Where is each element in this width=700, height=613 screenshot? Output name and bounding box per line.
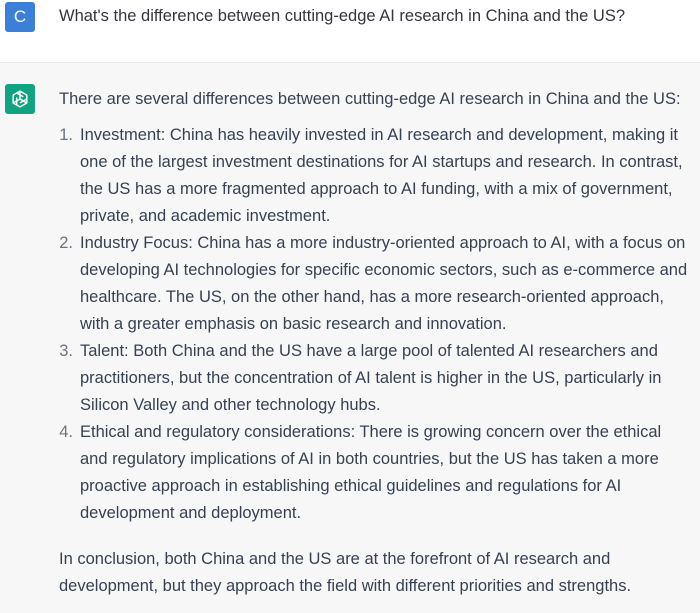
list-item <box>59 419 693 527</box>
assistant-avatar <box>5 84 35 114</box>
assistant-response <box>59 86 693 600</box>
openai-logo-icon <box>10 89 30 109</box>
list-item-text: Investment: China has heavily invested in AI research and development, making it one of the largest investment destinations for AI startups and research. In contrast, the US has a more fragmented approach to AI funding, with a mix of government, private, and academic investment. <box>80 126 683 225</box>
list-item-text: Industry Focus: China has a more industry-oriented approach to AI, with a focus on developing AI technologies for specific economic sectors, such as e-commerce and healthcare. The US, on the other hand, has a more research-oriented approach, with a greater emphasis on basic research and innovation. <box>80 234 688 333</box>
user-message-text: What's the difference between cutting-edge AI research in China and the US? <box>59 7 626 25</box>
list-item-number: 4. <box>59 423 73 441</box>
response-conclusion: In conclusion, both China and the US are at the forefront of AI research and development, but they approach the field with different priorities and strengths. <box>59 550 632 595</box>
list-item <box>59 338 693 419</box>
list-item <box>59 230 693 338</box>
list-item-number: 2. <box>59 234 73 252</box>
response-list <box>59 122 693 527</box>
user-message-row <box>0 0 700 63</box>
response-intro: There are several differences between cutting-edge AI research in China and the US: <box>59 90 681 108</box>
assistant-message-row <box>0 63 700 613</box>
list-item-text: Ethical and regulatory considerations: There is growing concern over the ethical and regulatory implications of AI in both countries, but the US has taken a more proactive approach in establishing ethical guidelines and regulations for AI development and deployment. <box>80 423 662 522</box>
list-item-number: 3. <box>59 342 73 360</box>
list-item-text: Talent: Both China and the US have a large pool of talented AI researchers and practitioners, but the concentration of AI talent is higher in the US, particularly in Silicon Valley and other technology hubs. <box>80 342 662 414</box>
list-item <box>59 122 693 230</box>
list-item-number: 1. <box>59 126 73 144</box>
user-avatar: C <box>5 2 35 32</box>
